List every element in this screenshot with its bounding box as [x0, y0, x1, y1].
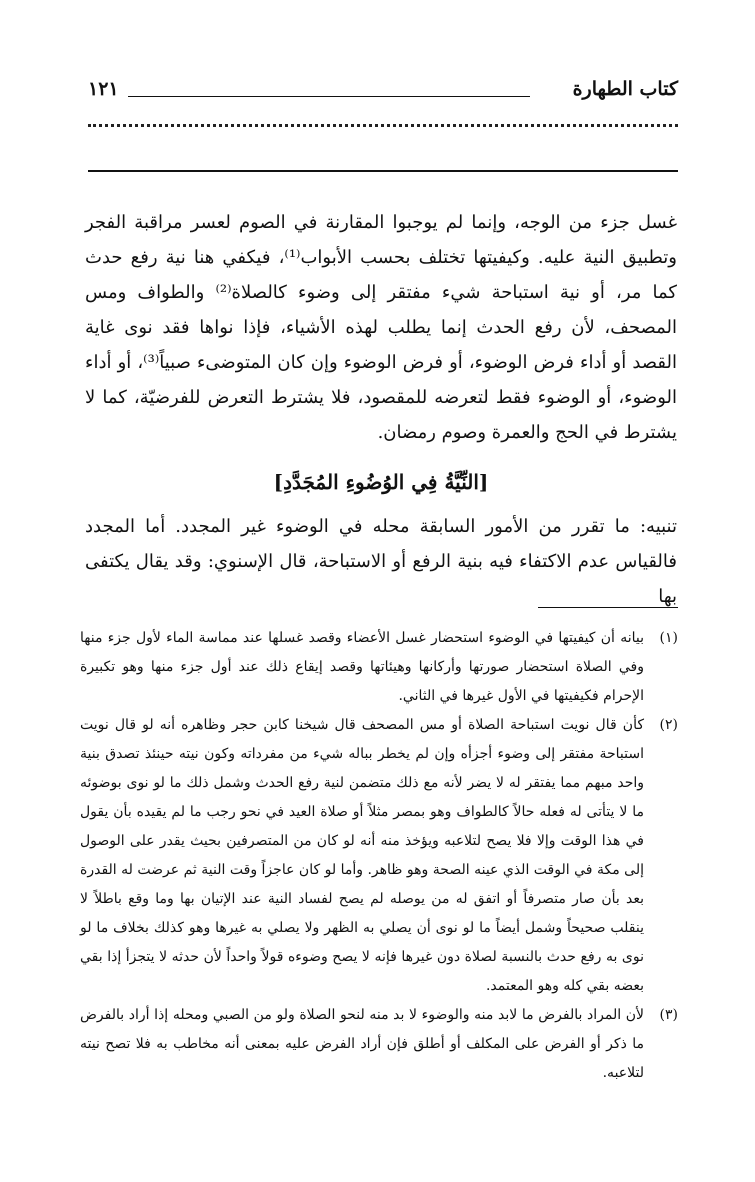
footnote-number: (١)	[659, 630, 678, 646]
section-heading: [النِّيَّةُ فِي الوُضُوءِ المُجَدَّدِ]	[273, 470, 489, 494]
footnotes	[80, 624, 678, 1088]
solid-divider	[88, 170, 678, 172]
main-text	[85, 205, 677, 450]
footnote-number: (٣)	[659, 1007, 678, 1023]
footnote-item	[80, 711, 678, 1001]
footnote-text: بيانه أن كيفيتها في الوضوء استحضار غسل الأعضاء وقصد غسلها عند مماسة الماء لأول جزء منها وفي الصلاة استحضار صورتها وأركانها وهيئاتها وقصد إيقاع ذلك عند أول جزء منها وهو تكبيرة الإحرام فكيفيتها في الأول غيرها في الثاني.	[80, 630, 644, 704]
header-rule	[128, 96, 530, 97]
running-header	[88, 74, 678, 108]
footnote-text: كأن قال نويت استباحة الصلاة أو مس المصحف قال شيخنا كابن حجر وظاهره أنه لو قال نويت استباحة مفتقر إلى وضوء أجزأه وإن لم يخطر بباله شيء من مفرداته وكون نيته حينئذ تصدق بنية واحد مبهم مما يفتقر له لا يضر لأنه مع ذلك متضمن لنية رفع الحدث وشمل ذلك ما لو نوى بوضوئه ما لا يتأتى له فعله حالاً كالطواف وهو بمصر مثلاً أو صلاة العيد في نحو رجب ما لم يقيده بأن يقول في هذا الوقت وإلا فلا يصح لتلاعبه ويؤخذ منه أنه لو كان من المتصرفين بحيث يقدر على الوصول إلى مكة في الوقت الذي عينه الصحة وهو ظاهر. وأما لو كان عاجزاً وقت النية ثم عرضت له القدرة بعد بأن صار متصرفاً أو اتفق له من يوصله لم يصح لفساد النية عند الإتيان بها وما وقع باطلاً لا ينقلب صحيحاً وشمل أيضاً ما لو نوى أن يصلي به الظهر ولا يصلي به غيرها وهو كذلك بخلاف ما لو نوى به رفع حدث بالنسبة لصلاة دون غيرها فإنه لا يصح وضوءه قولاً واحداً لأن حدثه لا يتجزأ إذا بقي بعضه بقي كله وهو المعتمد.	[80, 717, 644, 994]
footnote-item	[80, 1001, 678, 1088]
footnote-item	[80, 624, 678, 711]
section-note	[85, 509, 677, 614]
footnote-text: لأن المراد بالفرض ما لابد منه والوضوء لا بد منه لنحو الصلاة ولو من الصبي ومحله إذا أراد بالفرض ما ذكر أو الفرض على المكلف أو أطلق فإن أراد الفرض عليه بمعنى أنه مخاطب به فلا تصح نيته لتلاعبه.	[80, 1007, 644, 1081]
footnote-number: (٢)	[659, 717, 678, 733]
page-number: ١٢١	[88, 78, 119, 100]
footnote-separator	[538, 607, 678, 608]
book-title: كتاب الطهارة	[572, 78, 678, 100]
main-paragraph: غسل جزء من الوجه، وإنما لم يوجبوا المقارنة في الصوم لعسر مراقبة الفجر وتطبيق النية عليه. وكيفيتها تختلف بحسب الأبواب⁽¹⁾، فيكفي هنا نية رفع حدث كما مر، أو نية استباحة شيء مفتقر إلى وضوء كالصلاة⁽²⁾ والطواف ومس المصحف، لأن رفع الحدث إنما يطلب لهذه الأشياء، فإذا نواها فقد نوى غاية القصد أو أداء فرض الوضوء، أو فرض الوضوء وإن كان المتوضىء صبياً⁽³⁾، أو أداء الوضوء، أو الوضوء فقط لتعرضه للمقصود، فلا يشترط التعرض للفرضيّة، كما لا يشترط في الحج والعمرة وصوم رمضان.	[85, 212, 677, 443]
dotted-divider	[88, 124, 678, 127]
note-paragraph: تنبيه: ما تقرر من الأمور السابقة محله في الوضوء غير المجدد. أما المجدد فالقياس عدم الاكتفاء فيه بنية الرفع أو الاستباحة، قال الإسنوي: وقد يقال يكتفى بها	[85, 516, 677, 607]
